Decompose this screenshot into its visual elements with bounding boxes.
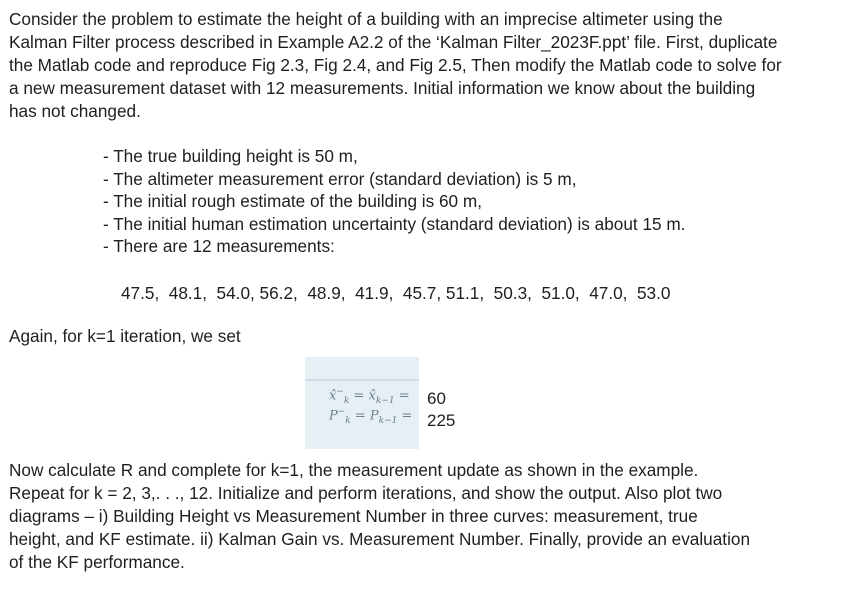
- outro-line: of the KF performance.: [9, 552, 185, 572]
- list-item: - The initial human estimation uncertainty (standard deviation) is about 15 m.: [103, 213, 686, 234]
- equation-image: [305, 357, 419, 449]
- image-divider: [305, 379, 419, 381]
- list-item: - The true building height is 50 m,: [103, 146, 358, 166]
- list-item: - The initial rough estimate of the building is 60 m,: [103, 191, 482, 211]
- intro-line: has not changed.: [9, 101, 141, 121]
- measurement-values: 47.5, 48.1, 54.0, 56.2, 48.9, 41.9, 45.7, 51.1, 50.3, 51.0, 47.0, 53.0: [121, 283, 671, 303]
- intro-line: Consider the problem to estimate the height of a building with an imprecise altimeter using the: [9, 9, 723, 29]
- state-prediction-equation: $x̂^-_k$ = $x̂_{k-1}$ =: [329, 387, 410, 406]
- iteration-setup-text: Again, for k=1 iteration, we set: [9, 326, 241, 346]
- outro-line: Repeat for k = 2, 3,. . ., 12. Initialize and perform iterations, and show the output. Also plot two: [9, 483, 723, 503]
- covariance-prediction-equation: $P^-_k = P_{k-1}$ =: [329, 407, 413, 426]
- given-info-list: [103, 145, 685, 258]
- intro-paragraph: [9, 8, 782, 123]
- initial-covariance-value: 225: [427, 411, 456, 430]
- initial-estimate-value: 60: [427, 389, 446, 408]
- outro-line: height, and KF estimate. ii) Kalman Gain vs. Measurement Number. Finally, provide an evaluation: [9, 529, 751, 549]
- intro-line: a new measurement dataset with 12 measurements. Initial information we know about the building: [9, 78, 756, 98]
- list-item: - There are 12 measurements:: [103, 236, 335, 256]
- list-item: - The altimeter measurement error (standard deviation) is 5 m,: [103, 168, 577, 189]
- intro-line: Kalman Filter process described in Example A2.2 of the ‘Kalman Filter_2023F.ppt’ file. First, duplicate: [9, 32, 778, 52]
- outro-line: Now calculate R and complete for k=1, the measurement update as shown in the example.: [9, 460, 699, 480]
- intro-line: the Matlab code and reproduce Fig 2.3, Fig 2.4, and Fig 2.5, Then modify the Matlab code to solve for: [9, 55, 782, 75]
- instructions-paragraph: [9, 459, 750, 574]
- outro-line: diagrams – i) Building Height vs Measurement Number in three curves: measurement, true: [9, 506, 698, 526]
